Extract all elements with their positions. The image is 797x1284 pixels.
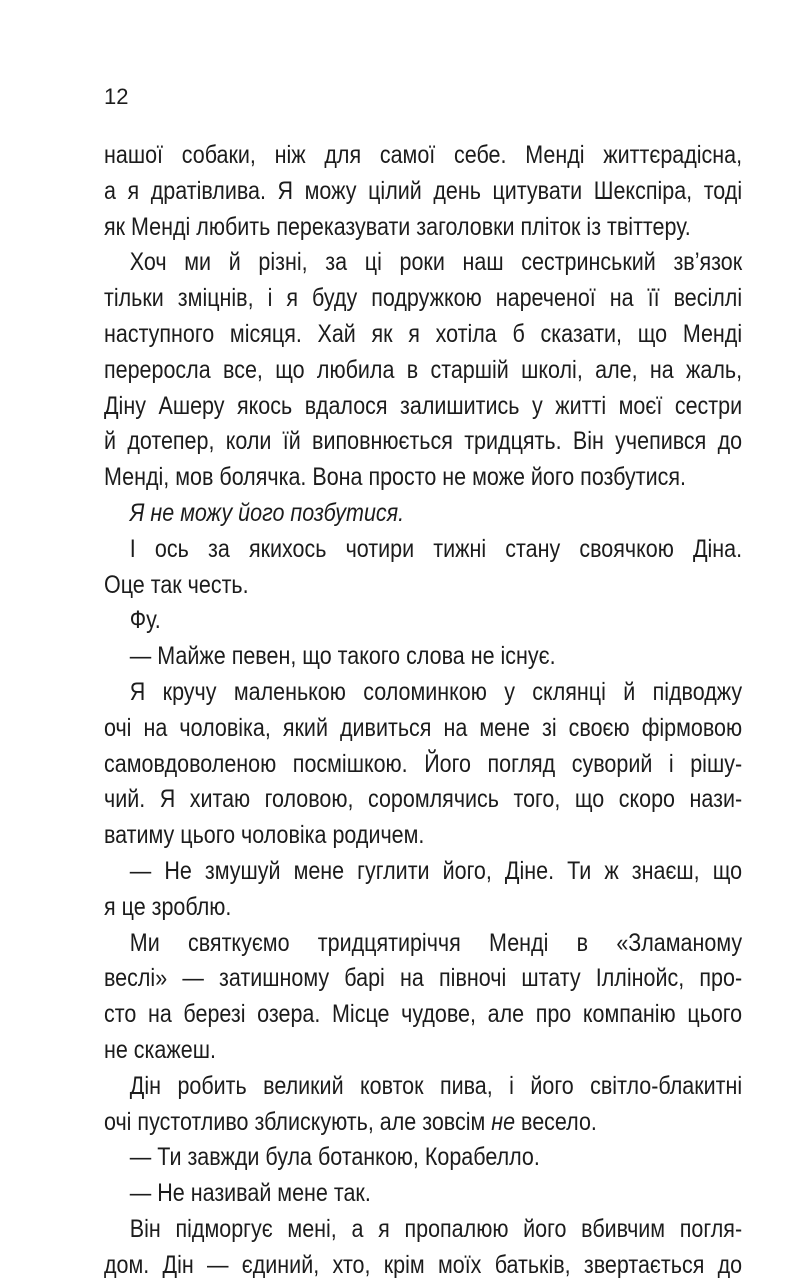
paragraph [104, 532, 742, 604]
text-line: Хоч ми й різні, за ці роки наш сестринський зв’язок [129, 248, 743, 277]
paragraph [104, 854, 742, 926]
text-line: Дін робить великий ковток пива, і його світло-блакитні [129, 1071, 743, 1100]
text-run: очі пустотливо зблискують, але зовсім [104, 1107, 492, 1136]
paragraph [104, 245, 742, 496]
paragraph [104, 1140, 742, 1176]
text-line: Оце так честь. [104, 570, 249, 599]
text-line: а я дратівлива. Я можу цілий день цитувати Шекспіра, тоді [104, 176, 743, 205]
emphasis: не [491, 1107, 516, 1136]
dialogue-line: — Майже певен, що такого слова не існує. [129, 642, 556, 671]
body-text [104, 138, 743, 1284]
paragraph [104, 496, 742, 532]
text-line: не скажеш. [104, 1035, 216, 1064]
text-line: очі на чоловіка, який дивиться на мене зі своєю фірмовою [104, 713, 743, 742]
paragraph [104, 926, 742, 1069]
dialogue-line: — Ти завжди була ботанкою, Корабелло. [129, 1143, 540, 1172]
italic-thought: Я не можу його позбутися. [129, 498, 405, 527]
paragraph [104, 675, 742, 854]
text-line: Ми святкуємо тридцятиріччя Менді в «Зламаному [129, 928, 743, 957]
text-line-with-emphasis [104, 1105, 742, 1141]
text-line: переросла все, що любила в старшій школі, але, на жаль, [104, 355, 743, 384]
text-line: нашої собаки, ніж для самої себе. Менді життєрадісна, [104, 141, 743, 169]
text-line: І ось за якихось чотири тижні стану своячкою Діна. [129, 534, 743, 563]
text-line: Фу. [129, 606, 161, 635]
page-number: 12 [104, 84, 129, 109]
text-line: дом. Дін — єдиний, хто, крім моїх батьків, звертається до [104, 1250, 743, 1279]
paragraph [104, 639, 742, 675]
text-line: сто на березі озера. Місце чудове, але про компанію цього [104, 1000, 743, 1029]
paragraph [104, 603, 742, 639]
text-line: самовдоволеною посмішкою. Його погляд суворий і рішу- [104, 749, 743, 778]
dialogue-line: — Не змушуй мене гуглити його, Діне. Ти ж знаєш, що [129, 856, 743, 885]
text-line: й дотепер, коли їй виповнюється тридцять. Він учепився до [104, 427, 743, 456]
text-line: Я кручу маленькою соломинкою у склянці й підводжу [129, 677, 743, 706]
text-line: Діну Ашеру якось вдалося залишитись у житті моєї сестри [104, 391, 743, 420]
paragraph [104, 1212, 742, 1284]
text-run: весело. [515, 1107, 597, 1136]
text-line: веслі» — затишному барі на півночі штату Іллінойс, про- [104, 964, 743, 993]
paragraph [104, 1069, 742, 1141]
text-line: чий. Я хитаю головою, соромлячись того, що скоро нази- [104, 785, 743, 814]
text-line: як Менді любить переказувати заголовки пліток із твіттеру. [104, 212, 691, 241]
text-line: Менді, мов болячка. Вона просто не може його позбутися. [104, 463, 686, 492]
paragraph [104, 138, 742, 245]
text-line: наступного місяця. Хай як я хотіла б сказати, що Менді [104, 319, 743, 348]
text-line: тільки зміцнів, і я буду подружкою нареченої на її весіллі [104, 284, 743, 313]
text-line: ватиму цього чоловіка родичем. [104, 821, 425, 850]
text-line-italic [104, 496, 742, 532]
text-line: я це зроблю. [104, 892, 232, 921]
paragraph [104, 1176, 742, 1212]
dialogue-line: — Не називай мене так. [129, 1179, 371, 1208]
text-line: Він підморгує мені, а я пропалюю його вбивчим погля- [129, 1214, 743, 1243]
